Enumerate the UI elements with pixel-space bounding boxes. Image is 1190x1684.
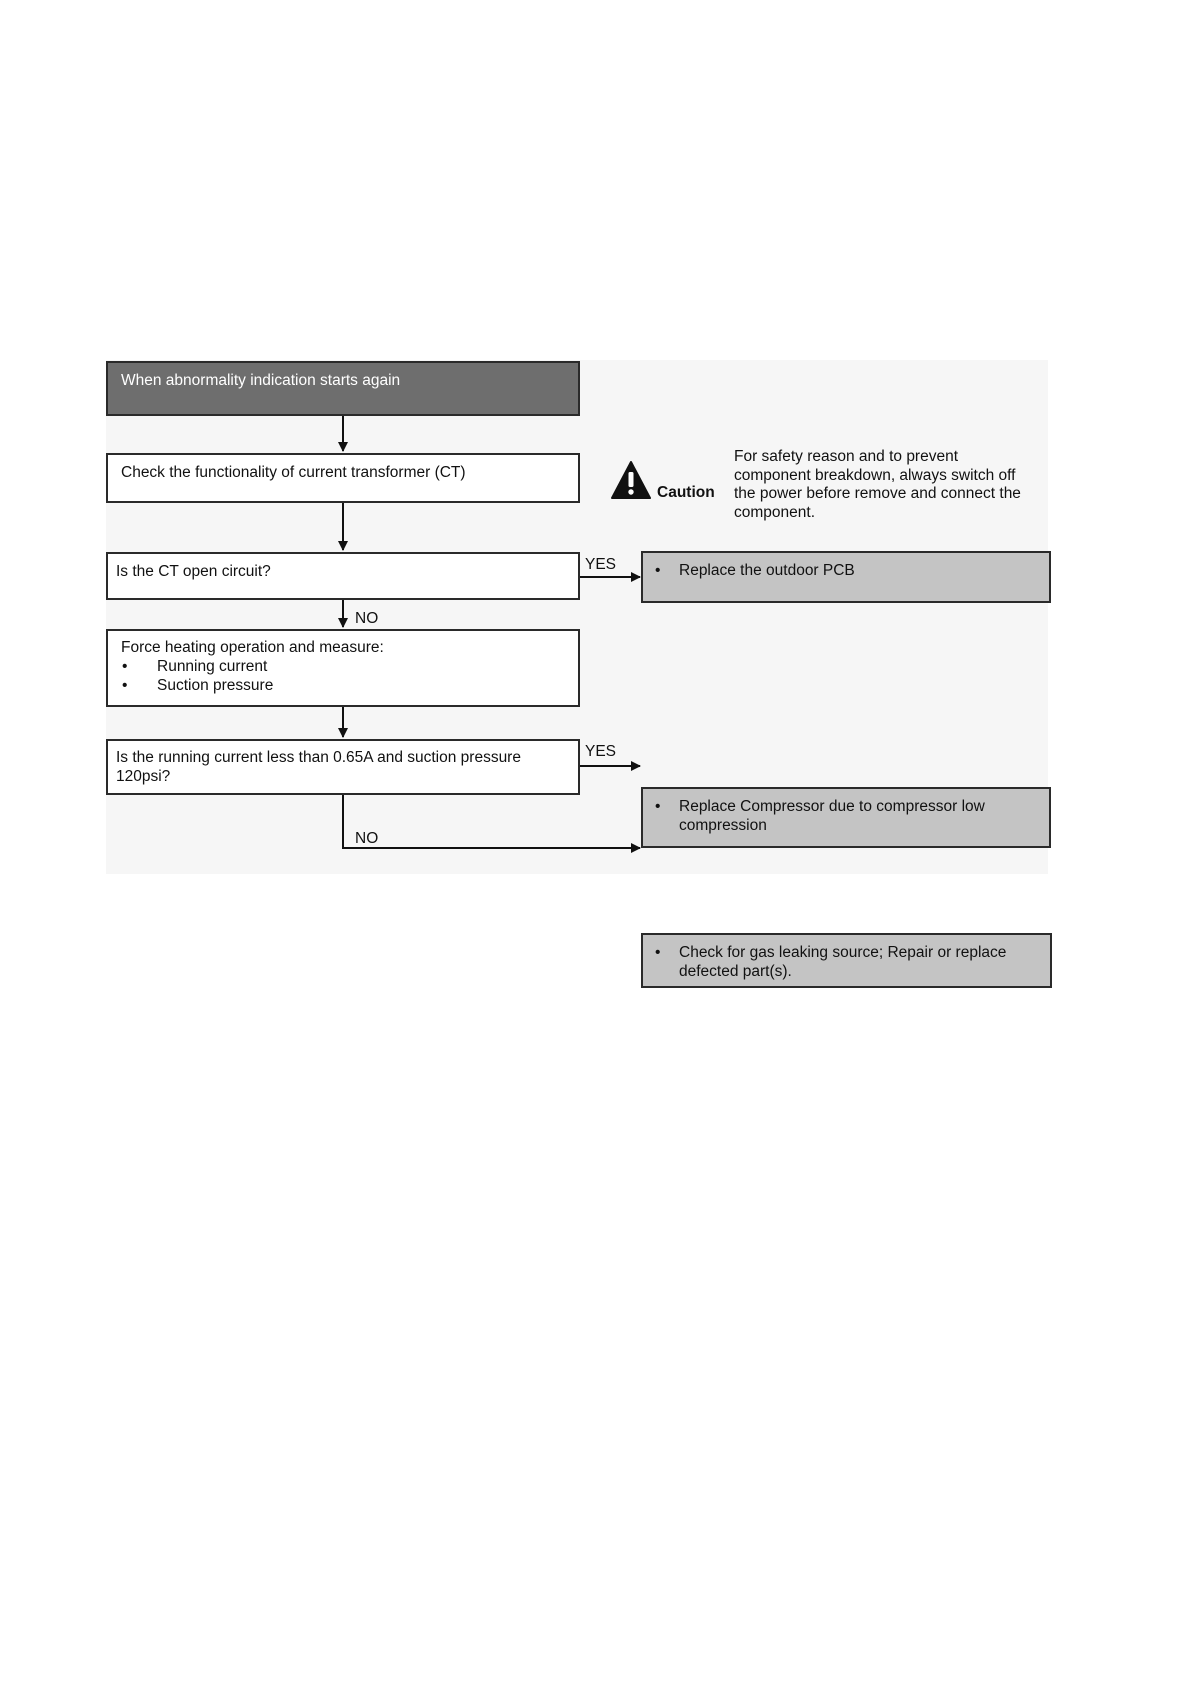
no-label-current: NO <box>355 830 379 847</box>
force-heating-title: Force heating operation and measure: <box>121 639 384 656</box>
caution-text: For safety reason and to prevent component breakdown, always switch off the power before remove and connect the component. <box>734 448 1021 521</box>
no-label-ct: NO <box>355 610 379 627</box>
ct-check-text: Check the functionality of current transformer (CT) <box>121 464 466 481</box>
start-box <box>106 361 580 416</box>
warning-triangle-icon <box>610 460 652 500</box>
measure-item-suction-pressure: • Suction pressure <box>121 676 565 695</box>
measure-item-running-current: • Running current <box>121 657 565 676</box>
start-text: When abnormality indication starts again <box>121 372 401 389</box>
ct-open-question-text: Is the CT open circuit? <box>116 563 271 580</box>
replace-pcb-box <box>641 551 1051 603</box>
gas-leak-text: Check for gas leaking source; Repair or replace defected part(s). <box>679 944 1007 980</box>
replace-compressor-text: Replace Compressor due to compressor low compression <box>679 798 985 834</box>
ct-check-box <box>106 453 580 503</box>
yes-label-ct: YES <box>585 556 617 573</box>
replace-compressor-box <box>641 787 1051 848</box>
arrow-current-no <box>343 794 640 848</box>
gas-leak-box <box>641 933 1052 988</box>
ct-open-question-box <box>106 552 580 600</box>
current-question-text: Is the running current less than 0.65A and suction pressure 120psi? <box>116 749 521 785</box>
force-heating-box <box>106 629 580 707</box>
caution-label: Caution <box>657 484 715 501</box>
measure-list <box>121 657 565 695</box>
current-question-box <box>106 739 580 795</box>
yes-label-current: YES <box>585 743 617 760</box>
replace-pcb-text: Replace the outdoor PCB <box>679 562 855 579</box>
